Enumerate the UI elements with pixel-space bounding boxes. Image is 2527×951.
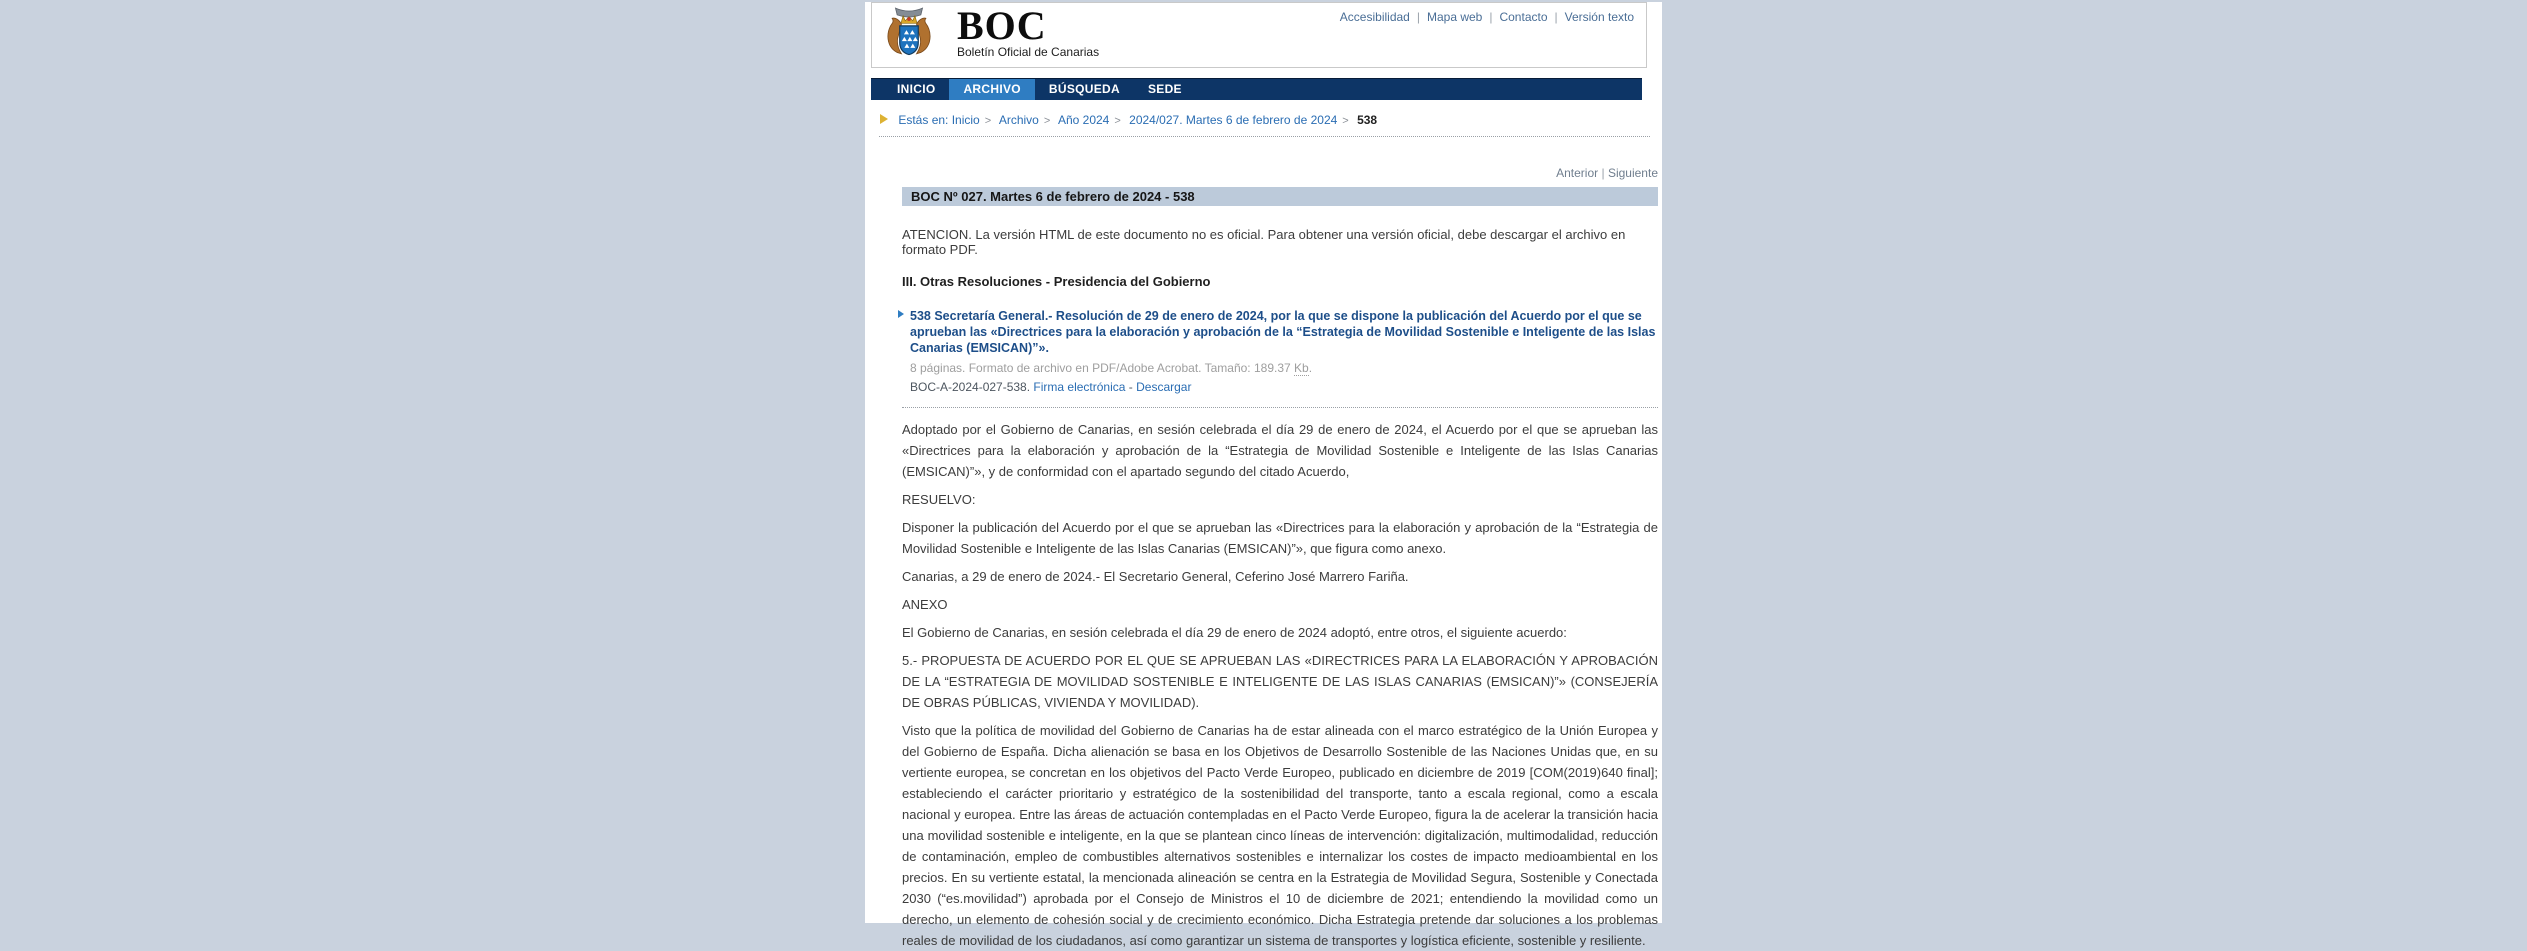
- body-paragraph: 5.- PROPUESTA DE ACUERDO POR EL QUE SE APRUEBAN LAS «DIRECTRICES PARA LA ELABORACIÓN Y APROBACIÓN DE LA “ESTRATEGIA DE MOVILIDAD SOSTENIBLE E INTELIGENTE DE LAS ISLAS CANARIAS (EMSICAN)”» (CONSEJERÍA DE OBRAS PÚBLICAS, VIVIENDA Y MOVILIDAD).: [902, 653, 1658, 710]
- reference-code: BOC-A-2024-027-538.: [910, 380, 1031, 394]
- previous-link[interactable]: Anterior: [1556, 166, 1599, 180]
- utility-links: [1340, 10, 1634, 24]
- body-paragraph: ANEXO: [902, 597, 948, 612]
- logo-acronym: BOC: [957, 3, 1047, 48]
- divider: [902, 407, 1658, 408]
- body-paragraph: Visto que la política de movilidad del Gobierno de Canarias ha de estar alineada con el marco estratégico de la Unión Europea y del Gobierno de España. Dicha alienación se basa en los Objetivos de Desarrollo Sostenible de las Naciones Unidas que, en su vertiente europea, se concretan en los objetivos del Pacto Verde Europeo, publicado en diciembre de 2019 [COM(2019)640 final]; estableciendo el carácter prioritario y estratégico de la sostenibilidad del transporte, tanto a escala regional, como a escala nacional y europea. Entre las áreas de actuación contempladas en el Pacto Verde Europeo, figura la de acelerar la transición hacia una movilidad sostenible e inteligente, en la que se plantean cinco líneas de intervención: digitalización, multimodalidad, reducción de contaminación, empleo de combustibles alternativos sostenibles e internalizar los costes de impacto medioambiental en los precios. En su vertiente estatal, la mencionada alineación se centra en la Estrategia de Movilidad Segura, Sostenible y Conectada 2030 (“es.movilidad”) aprobada por el Consejo de Ministros el 10 de diciembre de 2021; entendiendo la movilidad como un derecho, un elemento de cohesión social y de crecimiento económico. Dicha Estrategia pretende dar soluciones a los problemas reales de movilidad de los ciudadanos, así como garantizar un sistema de transportes y logística eficiente, sostenible y resiliente.: [902, 723, 1658, 948]
- document-title-link[interactable]: 538 Secretaría General.- Resolución de 29 de enero de 2024, por la que se dispone la publicación del Acuerdo por el que se aprueban las «Directrices para la elaboración y aprobación de la “Estrategia de Movilidad Sostenible e Inteligente de las Islas Canarias (EMSICAN)”».: [910, 309, 1656, 355]
- breadcrumb-link-archivo[interactable]: Archivo: [998, 113, 1039, 127]
- entry-arrow-icon: [898, 310, 904, 318]
- breadcrumb-separator: >: [984, 115, 992, 127]
- body-paragraph: El Gobierno de Canarias, en sesión celebrada el día 29 de enero de 2024 adoptó, entre otros, el siguiente acuerdo:: [902, 625, 1567, 640]
- breadcrumb-link-boletin[interactable]: 2024/027. Martes 6 de febrero de 2024: [1129, 113, 1338, 127]
- site-logo[interactable]: [957, 3, 1100, 59]
- main-nav: [871, 78, 1642, 100]
- section-title: III. Otras Resoluciones - Presidencia del Gobierno: [902, 274, 1211, 289]
- page-column: [865, 2, 1662, 948]
- nav-tab-sede[interactable]: SEDE: [1147, 82, 1182, 96]
- document-entry: [902, 308, 1658, 394]
- accessibility-link[interactable]: Accesibilidad: [1339, 10, 1410, 24]
- breadcrumb-separator: >: [1043, 115, 1051, 127]
- divider: [879, 136, 1650, 137]
- site-header: [871, 2, 1647, 68]
- body-paragraph: Disponer la publicación del Acuerdo por el que se aprueban las «Directrices para la elaboración y aprobación de la “Estrategia de Movilidad Sostenible e Inteligente de las Islas Canarias (EMSICAN)”», que figura como anexo.: [902, 520, 1658, 556]
- next-link[interactable]: Siguiente: [1607, 166, 1658, 180]
- attention-notice: ATENCION. La versión HTML de este documento no es oficial. Para obtener una versión oficial, debe descargar el archivo en formato PDF.: [902, 227, 1626, 257]
- nav-tab-archivo[interactable]: ARCHIVO: [949, 79, 1034, 100]
- text-version-link[interactable]: Versión texto: [1564, 10, 1634, 24]
- logo-subtitle: Boletín Oficial de Canarias: [957, 45, 1100, 59]
- breadcrumb-separator: >: [1114, 115, 1121, 127]
- download-link[interactable]: Descargar: [1136, 380, 1192, 394]
- breadcrumb-link-inicio[interactable]: Inicio: [951, 113, 980, 127]
- contact-link[interactable]: Contacto: [1499, 10, 1548, 24]
- breadcrumb-link-anio[interactable]: Año 2024: [1057, 113, 1110, 127]
- utility-divider: |: [1554, 10, 1558, 24]
- document-reference: [910, 380, 1658, 394]
- nav-tab-inicio[interactable]: INICIO: [897, 82, 936, 96]
- pager-divider: |: [1601, 166, 1605, 180]
- link-divider: -: [1125, 380, 1137, 394]
- breadcrumb: [865, 100, 1662, 136]
- sitemap-link[interactable]: Mapa web: [1426, 10, 1483, 24]
- breadcrumb-arrow-icon: [880, 114, 888, 124]
- electronic-signature-link[interactable]: Firma electrónica: [1033, 380, 1126, 394]
- document-meta-text: 8 páginas. Formato de archivo en PDF/Adobe Acrobat. Tamaño: 189.37: [910, 361, 1295, 375]
- utility-divider: |: [1416, 10, 1420, 24]
- canary-coat-of-arms-icon: [882, 5, 936, 72]
- utility-divider: |: [1489, 10, 1493, 24]
- breadcrumb-prefix: Estás en:: [898, 113, 949, 127]
- body-paragraph: Canarias, a 29 de enero de 2024.- El Secretario General, Ceferino José Marrero Fariña.: [902, 569, 1409, 584]
- document-meta: [910, 361, 1658, 375]
- breadcrumb-current: 538: [1357, 113, 1378, 127]
- bulletin-title-bar: BOC Nº 027. Martes 6 de febrero de 2024 - 538: [902, 187, 1658, 206]
- document-body: [902, 419, 1658, 951]
- main-content: [865, 166, 1662, 951]
- breadcrumb-separator: >: [1342, 115, 1349, 127]
- nav-tab-busqueda[interactable]: BÚSQUEDA: [1048, 82, 1120, 96]
- kb-abbreviation: Kb: [1294, 361, 1309, 375]
- body-paragraph: RESUELVO:: [902, 492, 976, 507]
- pager: [902, 166, 1658, 180]
- body-paragraph: Adoptado por el Gobierno de Canarias, en sesión celebrada el día 29 de enero de 2024, el Acuerdo por el que se aprueban las «Directrices para la elaboración y aprobación de la “Estrategia de Movilidad Sostenible e Inteligente de las Islas Canarias (EMSICAN)”», y de conformidad con el apartado segundo del citado Acuerdo,: [902, 422, 1658, 479]
- document-meta-period: .: [1308, 361, 1313, 375]
